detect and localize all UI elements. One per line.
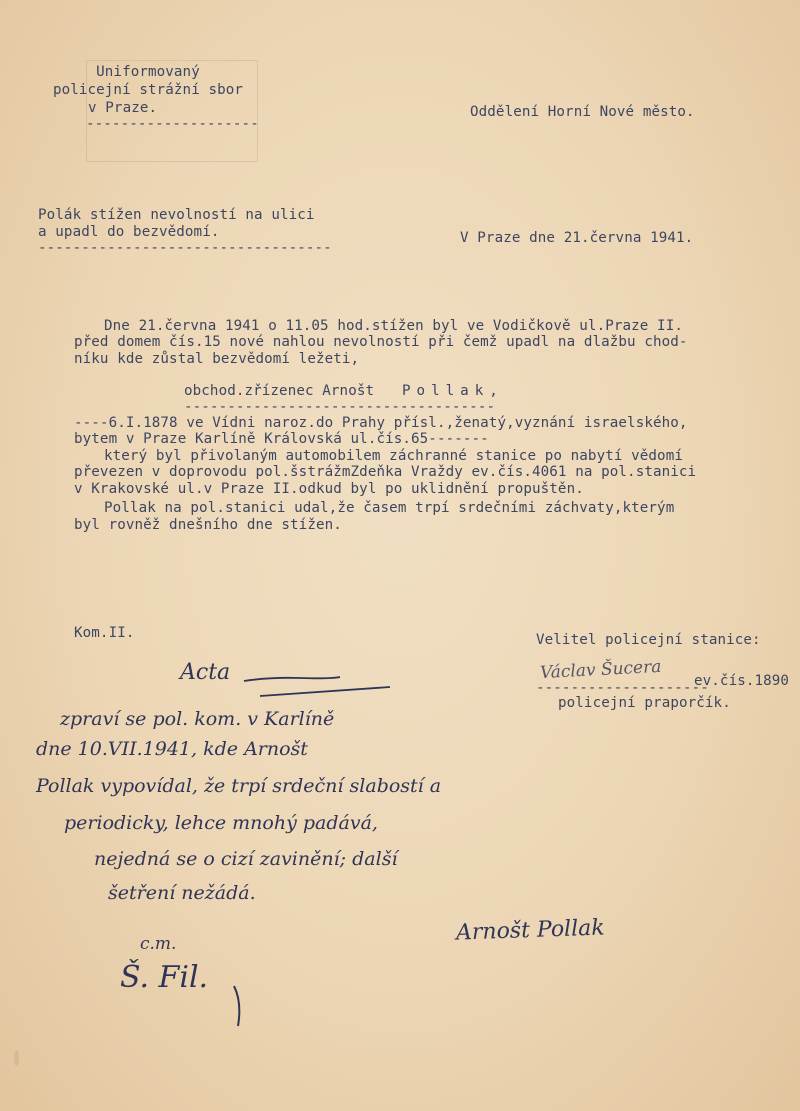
body-line: Pollak na pol.stanici udal,že časem trpí srdečními záchvaty,kterým [104,500,675,516]
handwritten-note-line: Pollak vypovídal, že trpí srdeční slabostí a [36,775,442,797]
person-surname: Pollak, [402,383,504,399]
body-line: před domem čís.15 nové nahlou nevolností při čemž upadl na dlažbu chod- [74,334,688,350]
handwritten-note-line: dne 10.VII.1941, kde Arnošt [36,738,308,760]
commander-signature: Václav Šucera [539,656,662,684]
initials-flourish [228,982,268,1032]
org-line-2: policejní strážní sbor [52,82,244,98]
body-line: převezen v doprovodu pol.šstrážmZdeňka Vraždy ev.čís.4061 na pol.stanici [74,464,697,480]
body-line: v Krakovské ul.v Praze II.odkud byl po uklidnění propuštěn. [74,481,584,497]
handwritten-note-line: periodicky, lehce mnohý padává, [64,812,378,834]
signature-rule: -------------------- [536,680,709,696]
handwritten-note-line: zpraví se pol. kom. v Karlíně [60,708,335,730]
name-rule: ------------------------------------ [184,399,496,415]
pollak-signature: Arnošt Pollak [455,915,606,946]
org-line-1: Uniformovaný [96,64,200,80]
body-line: níku kde zůstal bezvědomí ležeti, [74,351,360,367]
body-line: bytem v Praze Karlíně Královská ul.čís.65------- [74,431,489,447]
body-line: ----6.I.1878 ve Vídni naroz.do Prahy přísl.,ženatý,vyznání israelského, [74,415,688,431]
edge-mark [14,1050,19,1066]
body-line: který byl přivolaným automobilem záchranné stanice po nabytí vědomí [104,448,683,464]
ad-acta-underline [240,665,400,701]
subject-rule: ---------------------------------- [38,240,332,256]
officer-initials: Š. Fil. [120,960,209,995]
commander-rank: policejní praporčík. [558,695,731,711]
handwritten-note-line: nejedná se o cizí zavinění; další [94,848,398,870]
person-occupation-name: obchod.zřízenec Arnošt [184,383,375,399]
kom-number: Kom.II. [74,625,135,641]
commander-ev-number: ev.čís.1890 [694,673,790,689]
commander-title: Velitel policejní stanice: [536,632,761,648]
body-line: byl rovněž dnešního dne stížen. [74,517,342,533]
cm-mark: c.m. [140,934,177,954]
subject-line-2: a upadl do bezvědomí. [38,224,220,240]
ad-acta-note: Acta [180,660,231,685]
body-line: Dne 21.června 1941 o 11.05 hod.stížen byl ve Vodičkově ul.Praze II. [104,318,683,334]
org-rule: -------------------- [86,116,259,132]
org-line-3: v Praze. [88,100,158,116]
date-place: V Praze dne 21.června 1941. [460,230,694,246]
department: Oddělení Horní Nové město. [470,104,695,120]
subject-line-1: Polák stížen nevolností na ulici [38,207,315,223]
handwritten-note-line: šetření nežádá. [108,882,256,904]
